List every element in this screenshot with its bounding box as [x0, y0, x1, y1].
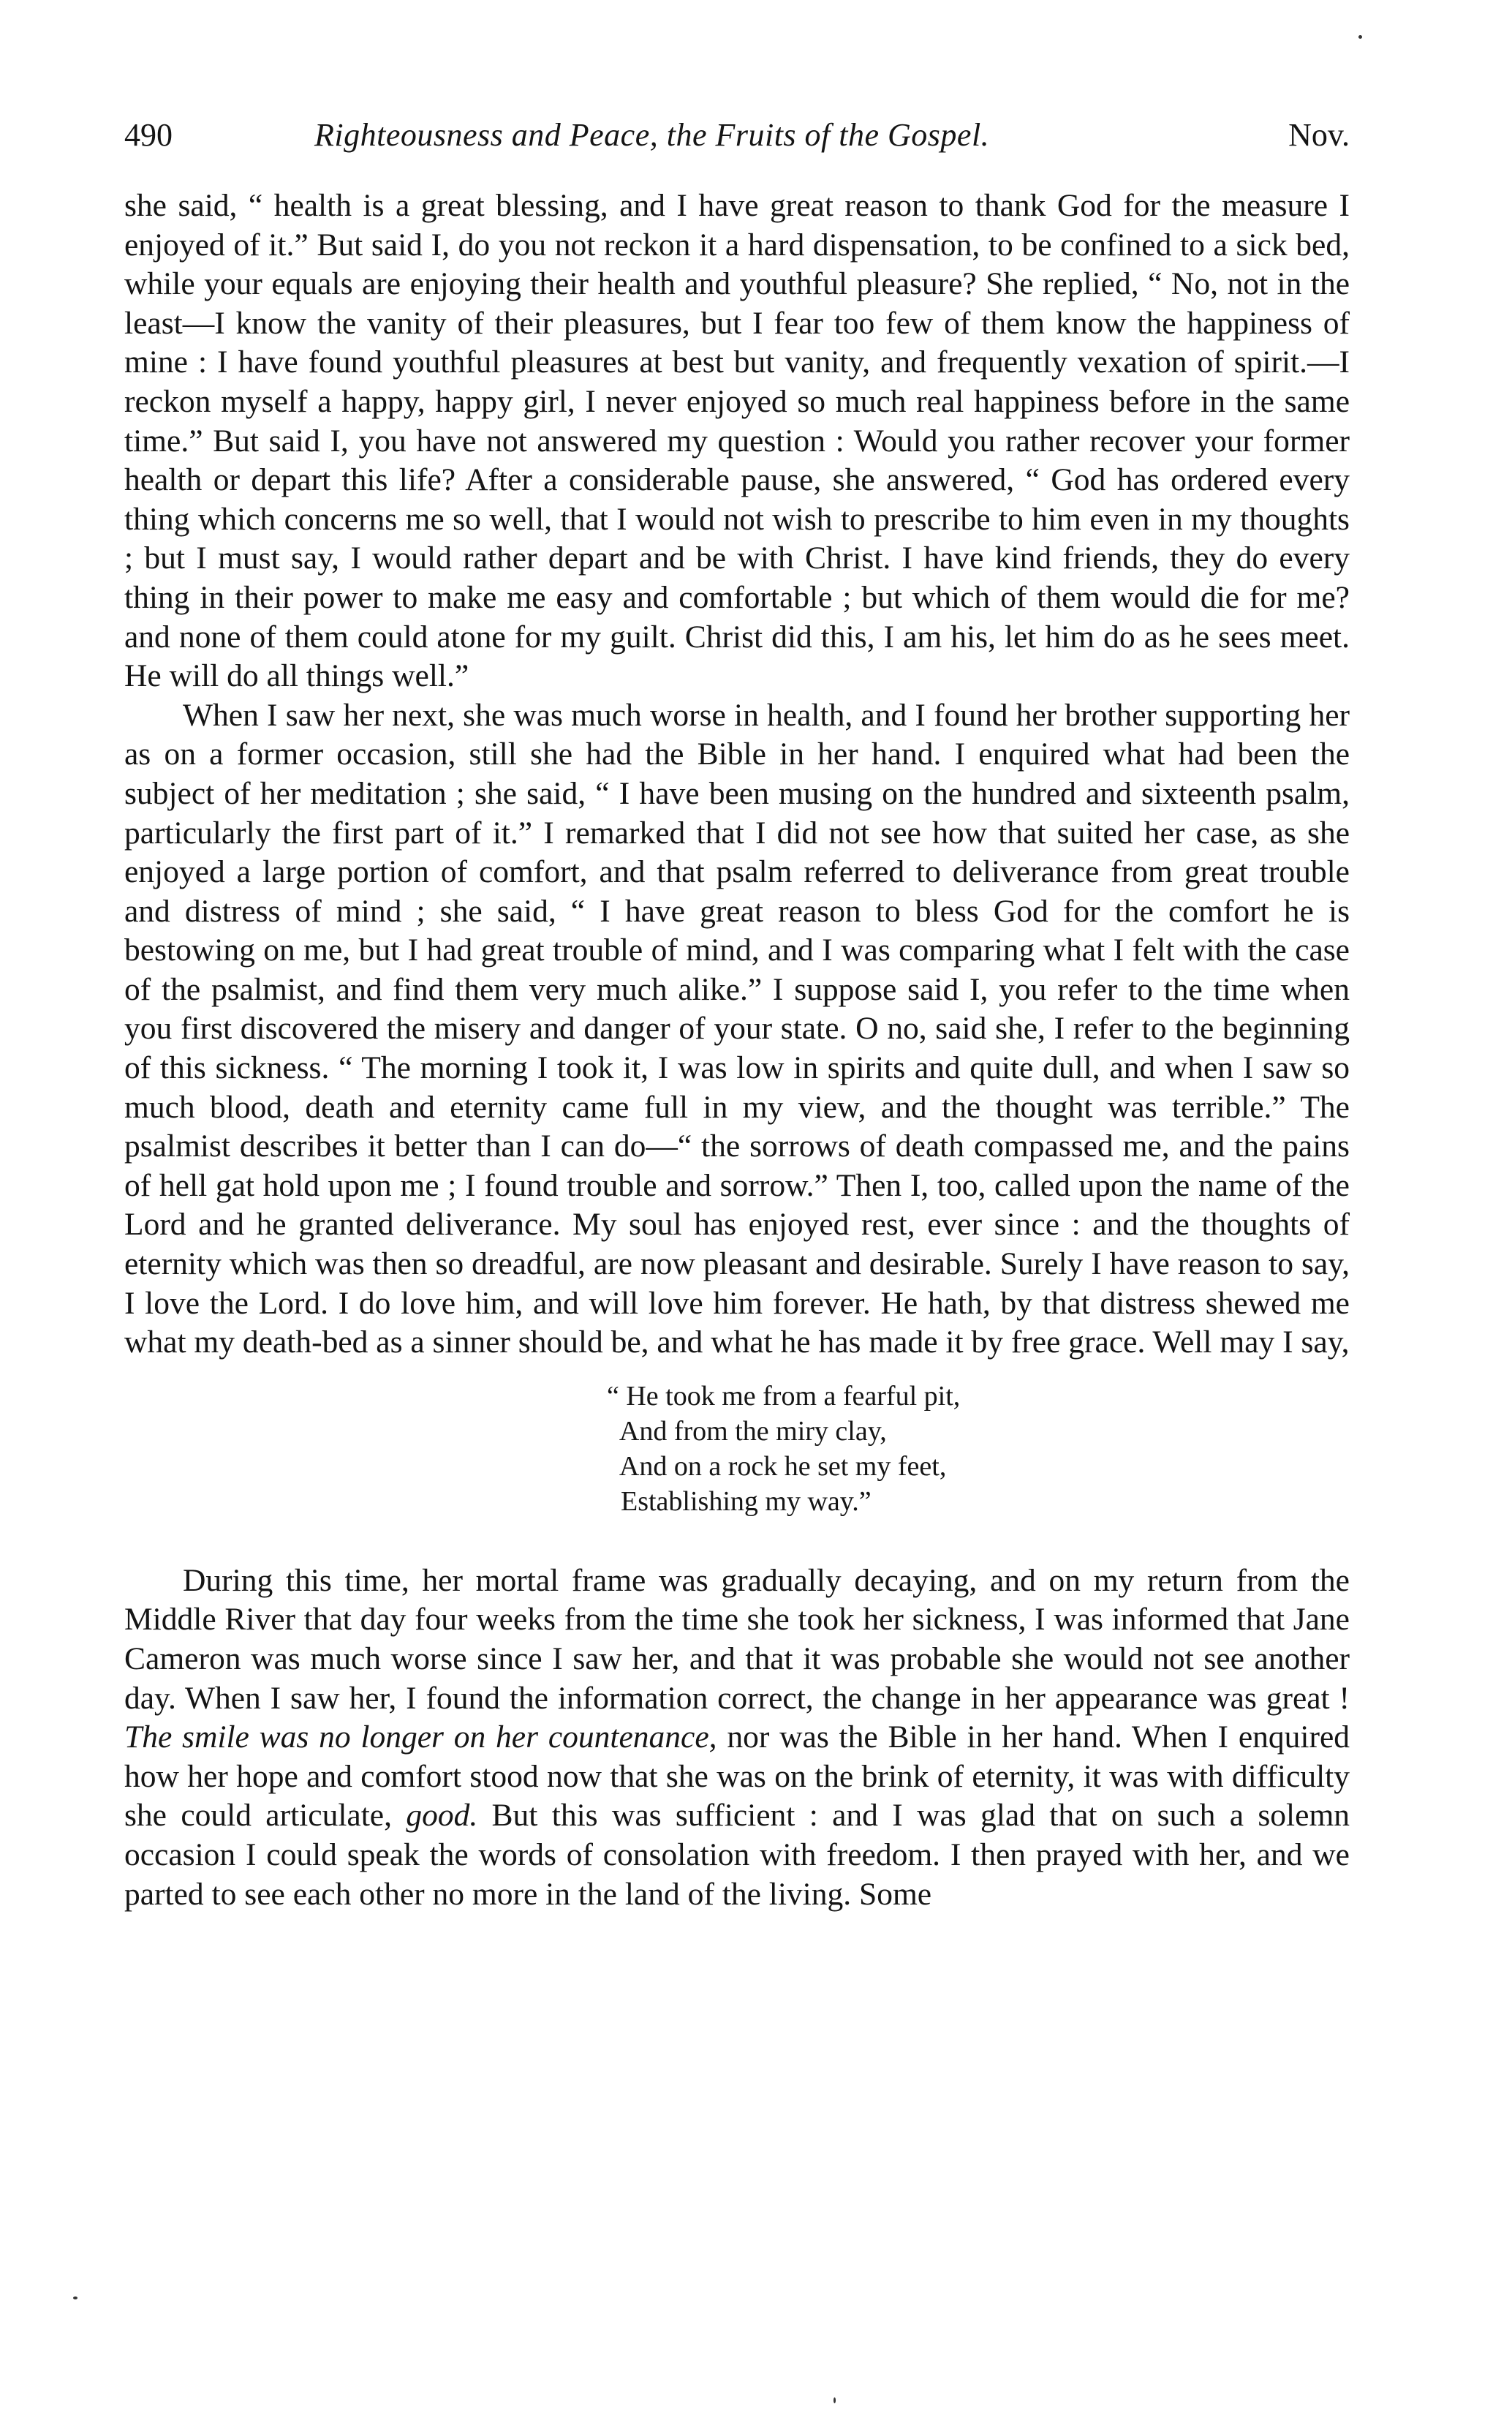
- verse-line: “ He took me from a fearful pit,: [607, 1380, 961, 1412]
- paragraph-1: she said, “ health is a great blessing, and I have great reason to thank God for the measure I enjoyed of it.” But said I, do you not reckon it a hard dispensation, to be confined to a sick bed, while your equals are enjoying their health and youthful pleasure? She replied, “ No, not in the least—I know the vanity of their pleasures, but I fear too few of them know the happiness of mine : I have found youthful pleasures at best but vanity, and frequently vexation of spirit.—I reckon myself a happy, happy girl, I never enjoyed so much real happiness before in the same time.” But said I, you have not answered my question : Would you rather recover your former health or depart this life? After a considerable pause, she answered, “ God has ordered every thing which concerns me so well, that I would not wish to prescribe to him even in my thoughts ; but I must say, I would rather depart and be with Christ. I have kind friends, they do every thing in their power to make me easy and comfortable ; but which of them would die for me? and none of them could atone for my guilt. Christ did this, I am his, let him do as he sees meet. He will do all things well.”: [124, 188, 1350, 694]
- verse-line: Establishing my way.”: [607, 1485, 872, 1517]
- paragraph-3-text-c: But this was sufficient : and I was glad that on such a solemn occasion I could speak the words of consolation with freedom. I then prayed with her, and we parted to see each other no more in the land of the living. Some: [124, 1798, 1350, 1912]
- paragraph-3-text-a: During this time, her mortal frame was gradually decaying, and on my return from the Middle River that day four weeks from the time she took her sickness, I was informed that Jane Cameron was much worse since I saw her, and that it was probable she would not see another day. When I saw her, I found the information correct, the change in her appearance was great !: [124, 1562, 1350, 1716]
- running-title: Righteousness and Peace, the Fruits of the Gospel.: [314, 117, 990, 153]
- paragraph-3-italic-good: good.: [406, 1798, 478, 1834]
- paragraph-3: [124, 1561, 1350, 1914]
- paragraph-2: When I saw her next, she was much worse in health, and I found her brother supporting her as on a former occasion, still she had the Bible in her hand. I enquired what had been the subject of her meditation ; she said, “ I have been musing on the hundred and sixteenth psalm, particularly the first part of it.” I remarked that I did not see how that suited her case, as she enjoyed a large portion of comfort, and that psalm referred to deliverance from great trouble and distress of mind ; she said, “ I have great reason to bless God for the comfort he is bestowing on me, but I had great trouble of mind, and I was comparing what I felt with the case of the psalmist, and find them very much alike.” I suppose said I, you refer to the time when you first discovered the misery and danger of your state. O no, said she, I refer to the beginning of this sickness. “ The morning I took it, I was low in spirits and quite dull, and when I saw so much blood, death and eternity came full in my view, and the thought was terrible.” The psalmist describes it better than I can do—“ the sorrows of death compassed me, and the pains of hell gat hold upon me ; I found trouble and sorrow.” Then I, too, called upon the name of the Lord and he granted deliverance. My soul has enjoyed rest, ever since : and the thoughts of eternity which was then so dreadful, are now pleasant and desirable. Surely I have reason to say, I love the Lord. I do love him, and will love him forever. He hath, by that distress shewed me what my death-bed as a sinner should be, and what he has made it by free grace. Well may I say,: [124, 697, 1350, 1360]
- verse-line: And from the miry clay,: [607, 1415, 887, 1447]
- running-month: Nov.: [1288, 117, 1350, 153]
- page-number: 490: [124, 117, 173, 153]
- running-head: [124, 110, 1350, 161]
- scan-speck: [73, 2297, 78, 2299]
- scan-speck: [1358, 35, 1362, 39]
- scan-speck: [834, 2397, 836, 2403]
- paragraph-3-italic: The smile was no longer on her countenance,: [124, 1719, 717, 1755]
- verse-quotation: [607, 1379, 1350, 1519]
- paragraph-3-text-b: nor was the Bible in her hand. When I enquired how her hope and comfort stood now that she was on the brink of eternity, it was with difficulty she could articulate,: [124, 1719, 1350, 1834]
- verse-line: And on a rock he set my feet,: [607, 1450, 947, 1482]
- body-text: [124, 186, 1350, 1914]
